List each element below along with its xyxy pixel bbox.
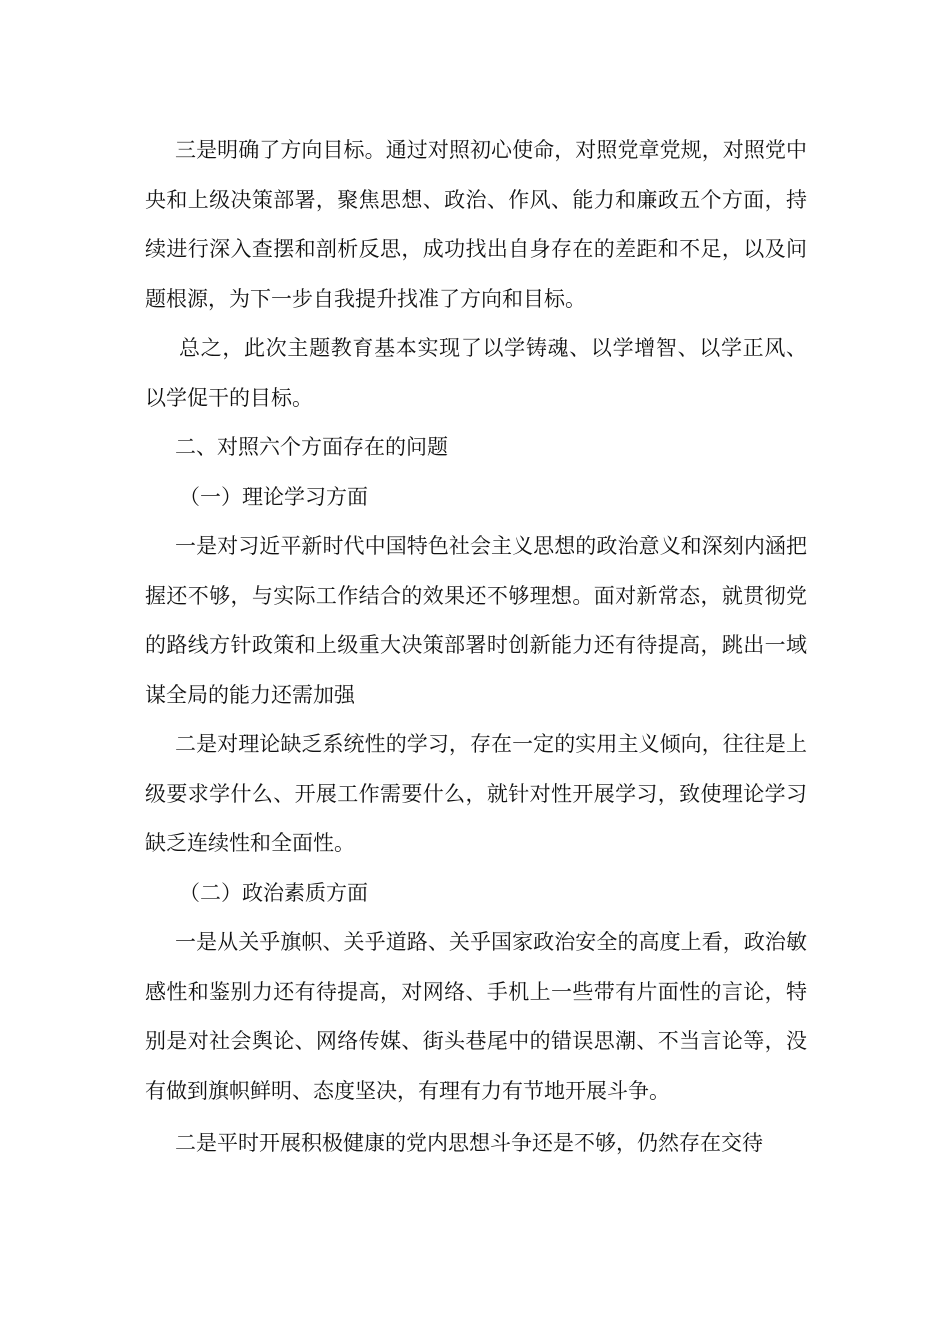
section-heading-problems: 二、对照六个方面存在的问题 [175, 435, 448, 459]
subsection-heading-political-quality: （二）政治素质方面 [179, 880, 368, 905]
paragraph-theory-issue-2: 二是对理论缺乏系统性的学习，存在一定的实用主义倾向，往往是上级要求学什么、开展工作需要什么，就针对性开展学习，致使理论学习缺乏连续性和全面性。 [145, 732, 807, 855]
paragraph-direction-goal: 三是明确了方向目标。通过对照初心使命，对照党章党规，对照党中央和上级决策部署，聚焦思想、政治、作风、能力和廉政五个方面，持续进行深入查摆和剖析反思，成功找出自身存在的差距和不足，以及问题根源，为下一步自我提升找准了方向和目标。 [145, 138, 807, 311]
paragraph-political-issue-1: 一是从关乎旗帜、关乎道路、关乎国家政治安全的高度上看，政治敏感性和鉴别力还有待提高，对网络、手机上一些带有片面性的言论，特别是对社会舆论、网络传媒、街头巷尾中的错误思潮、不当言论等，没有做到旗帜鲜明、态度坚决，有理有力有节地开展斗争。 [145, 930, 807, 1103]
document-body [145, 126, 807, 1169]
subsection-heading-theory-study: （一）理论学习方面 [179, 484, 368, 509]
paragraph-political-issue-2: 二是平时开展积极健康的党内思想斗争还是不够，仍然存在交待 [175, 1131, 763, 1155]
paragraph-theory-issue-1: 一是对习近平新时代中国特色社会主义思想的政治意义和深刻内涵把握还不够，与实际工作结合的效果还不够理想。面对新常态，就贯彻党的路线方针政策和上级重大决策部署时创新能力还有待提高，跳出一域谋全局的能力还需加强 [145, 534, 807, 707]
paragraph-summary: 总之，此次主题教育基本实现了以学铸魂、以学增智、以学正风、以学促干的目标。 [145, 336, 807, 410]
